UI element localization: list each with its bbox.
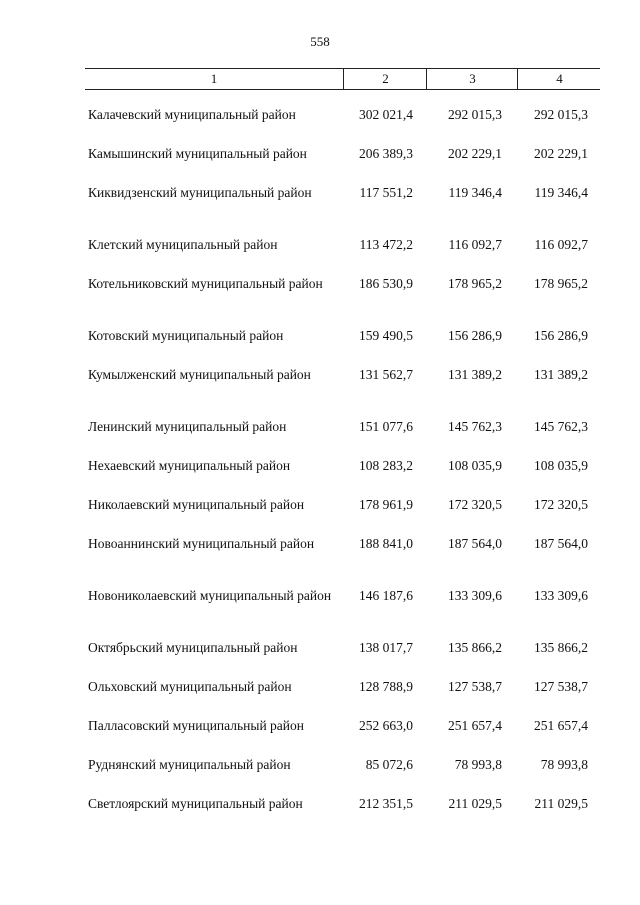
value-column-4: 156 286,9: [534, 328, 588, 343]
value-column-3: 78 993,8: [454, 757, 502, 772]
value-column-2: 146 187,6: [359, 588, 413, 603]
district-name: Ленинский муниципальный район: [88, 419, 287, 434]
data-table: [85, 68, 600, 90]
value-column-4: 211 029,5: [534, 796, 588, 811]
value-column-2: 206 389,3: [359, 146, 413, 161]
district-name: Котовский муниципальный район: [88, 328, 284, 343]
value-column-2: 252 663,0: [359, 718, 413, 733]
value-column-3: 108 035,9: [448, 458, 502, 473]
value-column-3: 251 657,4: [448, 718, 502, 733]
value-column-4: 108 035,9: [534, 458, 588, 473]
column-header-4: 4: [517, 69, 601, 89]
value-column-3: 116 092,7: [448, 237, 502, 252]
district-name: Светлоярский муниципальный район: [88, 796, 303, 811]
value-column-4: 119 346,4: [534, 185, 588, 200]
district-name: Клетский муниципальный район: [88, 237, 278, 252]
value-column-2: 113 472,2: [359, 237, 413, 252]
value-column-2: 302 021,4: [359, 107, 413, 122]
district-name: Николаевский муниципальный район: [88, 497, 305, 512]
district-name: Котельниковский муниципальный район: [88, 276, 323, 291]
value-column-4: 251 657,4: [534, 718, 588, 733]
value-column-2: 178 961,9: [359, 497, 413, 512]
value-column-3: 127 538,7: [448, 679, 502, 694]
value-column-2: 117 551,2: [359, 185, 413, 200]
value-column-2: 212 351,5: [359, 796, 413, 811]
district-name: Руднянский муниципальный район: [88, 757, 291, 772]
column-header-1: 1: [210, 71, 218, 86]
value-column-4: 145 762,3: [534, 419, 588, 434]
value-column-3: 292 015,3: [448, 107, 502, 122]
value-column-4: 131 389,2: [534, 367, 588, 382]
value-column-4: 172 320,5: [534, 497, 588, 512]
value-column-4: 78 993,8: [540, 757, 588, 772]
value-column-2: 188 841,0: [359, 536, 413, 551]
page-number: 558: [310, 34, 330, 49]
column-header-2: 2: [343, 69, 427, 89]
value-column-3: 211 029,5: [448, 796, 502, 811]
value-column-3: 135 866,2: [448, 640, 502, 655]
value-column-3: 187 564,0: [448, 536, 502, 551]
district-name: Палласовский муниципальный район: [88, 718, 304, 733]
value-column-4: 187 564,0: [534, 536, 588, 551]
district-name: Новониколаевский муниципальный район: [88, 588, 332, 603]
district-name: Калачевский муниципальный район: [88, 107, 296, 122]
value-column-4: 202 229,1: [534, 146, 588, 161]
value-column-2: 131 562,7: [359, 367, 413, 382]
value-column-3: 178 965,2: [448, 276, 502, 291]
value-column-3: 133 309,6: [448, 588, 502, 603]
value-column-2: 159 490,5: [359, 328, 413, 343]
value-column-3: 131 389,2: [448, 367, 502, 382]
district-name: Октябрьский муниципальный район: [88, 640, 298, 655]
value-column-2: 138 017,7: [359, 640, 413, 655]
value-column-2: 128 788,9: [359, 679, 413, 694]
district-name: Киквидзенский муниципальный район: [88, 185, 312, 200]
value-column-3: 172 320,5: [448, 497, 502, 512]
value-column-2: 186 530,9: [359, 276, 413, 291]
value-column-4: 178 965,2: [534, 276, 588, 291]
district-name: Кумылженский муниципальный район: [88, 367, 311, 382]
value-column-4: 292 015,3: [534, 107, 588, 122]
column-header-3: 3: [426, 69, 518, 89]
table-header: [85, 68, 600, 90]
value-column-3: 202 229,1: [448, 146, 502, 161]
value-column-3: 145 762,3: [448, 419, 502, 434]
value-column-4: 133 309,6: [534, 588, 588, 603]
value-column-4: 116 092,7: [534, 237, 588, 252]
value-column-4: 127 538,7: [534, 679, 588, 694]
value-column-3: 119 346,4: [448, 185, 502, 200]
district-name: Нехаевский муниципальный район: [88, 458, 291, 473]
value-column-2: 85 072,6: [365, 757, 413, 772]
district-name: Камышинский муниципальный район: [88, 146, 307, 161]
value-column-2: 151 077,6: [359, 419, 413, 434]
district-name: Новоаннинский муниципальный район: [88, 536, 315, 551]
value-column-4: 135 866,2: [534, 640, 588, 655]
value-column-3: 156 286,9: [448, 328, 502, 343]
value-column-2: 108 283,2: [359, 458, 413, 473]
district-name: Ольховский муниципальный район: [88, 679, 292, 694]
